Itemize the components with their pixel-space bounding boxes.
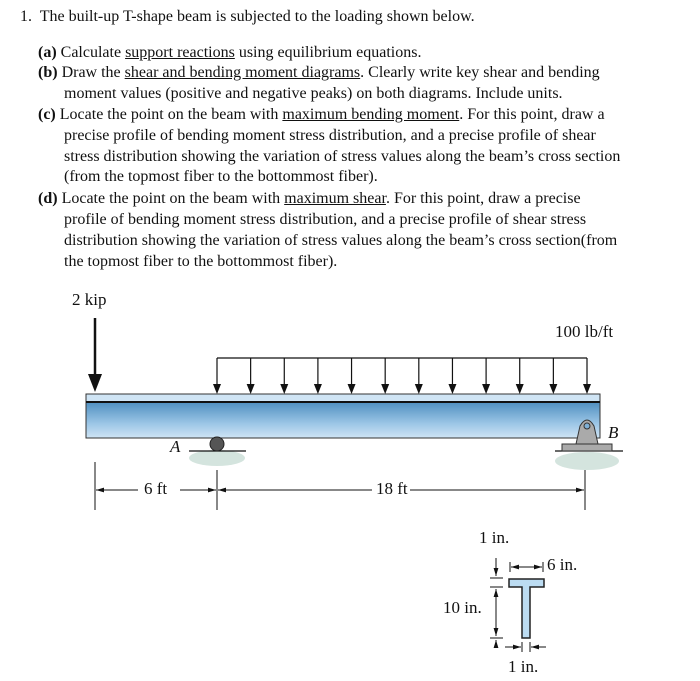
load-arrow-head [280, 384, 288, 394]
load-arrow-head [314, 384, 322, 394]
distributed-load [213, 358, 591, 394]
load-arrow-head [213, 384, 221, 394]
part-b: (b) Draw the shear and bending moment diagrams. Clearly write key shear and bending [38, 64, 600, 81]
part-d: (d) Locate the point on the beam with maximum shear. For this point, draw a precise [38, 190, 581, 207]
roller-support-a [189, 437, 246, 466]
part-d-line4: the topmost fiber to the bottommost fiber). [64, 253, 338, 270]
flange-width-label: 6 in. [547, 555, 578, 574]
part-c-line3: stress distribution showing the variation of stress values along the beam’s cross section [64, 148, 621, 165]
distributed-load-label: 100 lb/ft [555, 322, 614, 341]
load-arrow-head [381, 384, 389, 394]
dim-6ft-label: 6 ft [144, 479, 168, 498]
point-load-label: 2 kip [72, 290, 107, 309]
web-height-label: 10 in. [443, 598, 482, 617]
part-b-line2: moment values (positive and negative peaks) on both diagrams. Include units. [64, 85, 563, 102]
part-d-line2: profile of bending moment stress distribution, and a precise profile of shear stress [64, 211, 587, 228]
part-d-line3: distribution showing the variation of stress values along the beam’s cross section(from [64, 232, 618, 249]
load-arrow-head [549, 384, 557, 394]
part-a: (a) Calculate support reactions using equilibrium equations. [38, 44, 422, 61]
part-c-line4: (from the topmost fiber to the bottommost fiber). [64, 168, 378, 185]
flange-thickness-label: 1 in. [479, 528, 510, 547]
dim-18ft-label: 18 ft [376, 479, 408, 498]
web-thickness-label: 1 in. [508, 657, 539, 676]
load-arrow-head [583, 384, 591, 394]
support-b-label: B [608, 423, 619, 442]
beam [86, 394, 600, 438]
load-arrow-head [415, 384, 423, 394]
load-arrow-head [448, 384, 456, 394]
problem-title: 1. The built-up T-shape beam is subjected to the loading shown below. [20, 8, 475, 25]
support-a-label: A [170, 437, 181, 456]
part-c-line2: precise profile of bending moment stress distribution, and a precise profile of shear [64, 127, 596, 144]
point-load-arrow [88, 318, 102, 392]
load-arrow-head [348, 384, 356, 394]
load-arrow-head [516, 384, 524, 394]
t-section [490, 558, 546, 652]
load-arrow-head [247, 384, 255, 394]
part-c: (c) Locate the point on the beam with maximum bending moment. For this point, draw a [38, 106, 605, 123]
load-arrow-head [482, 384, 490, 394]
